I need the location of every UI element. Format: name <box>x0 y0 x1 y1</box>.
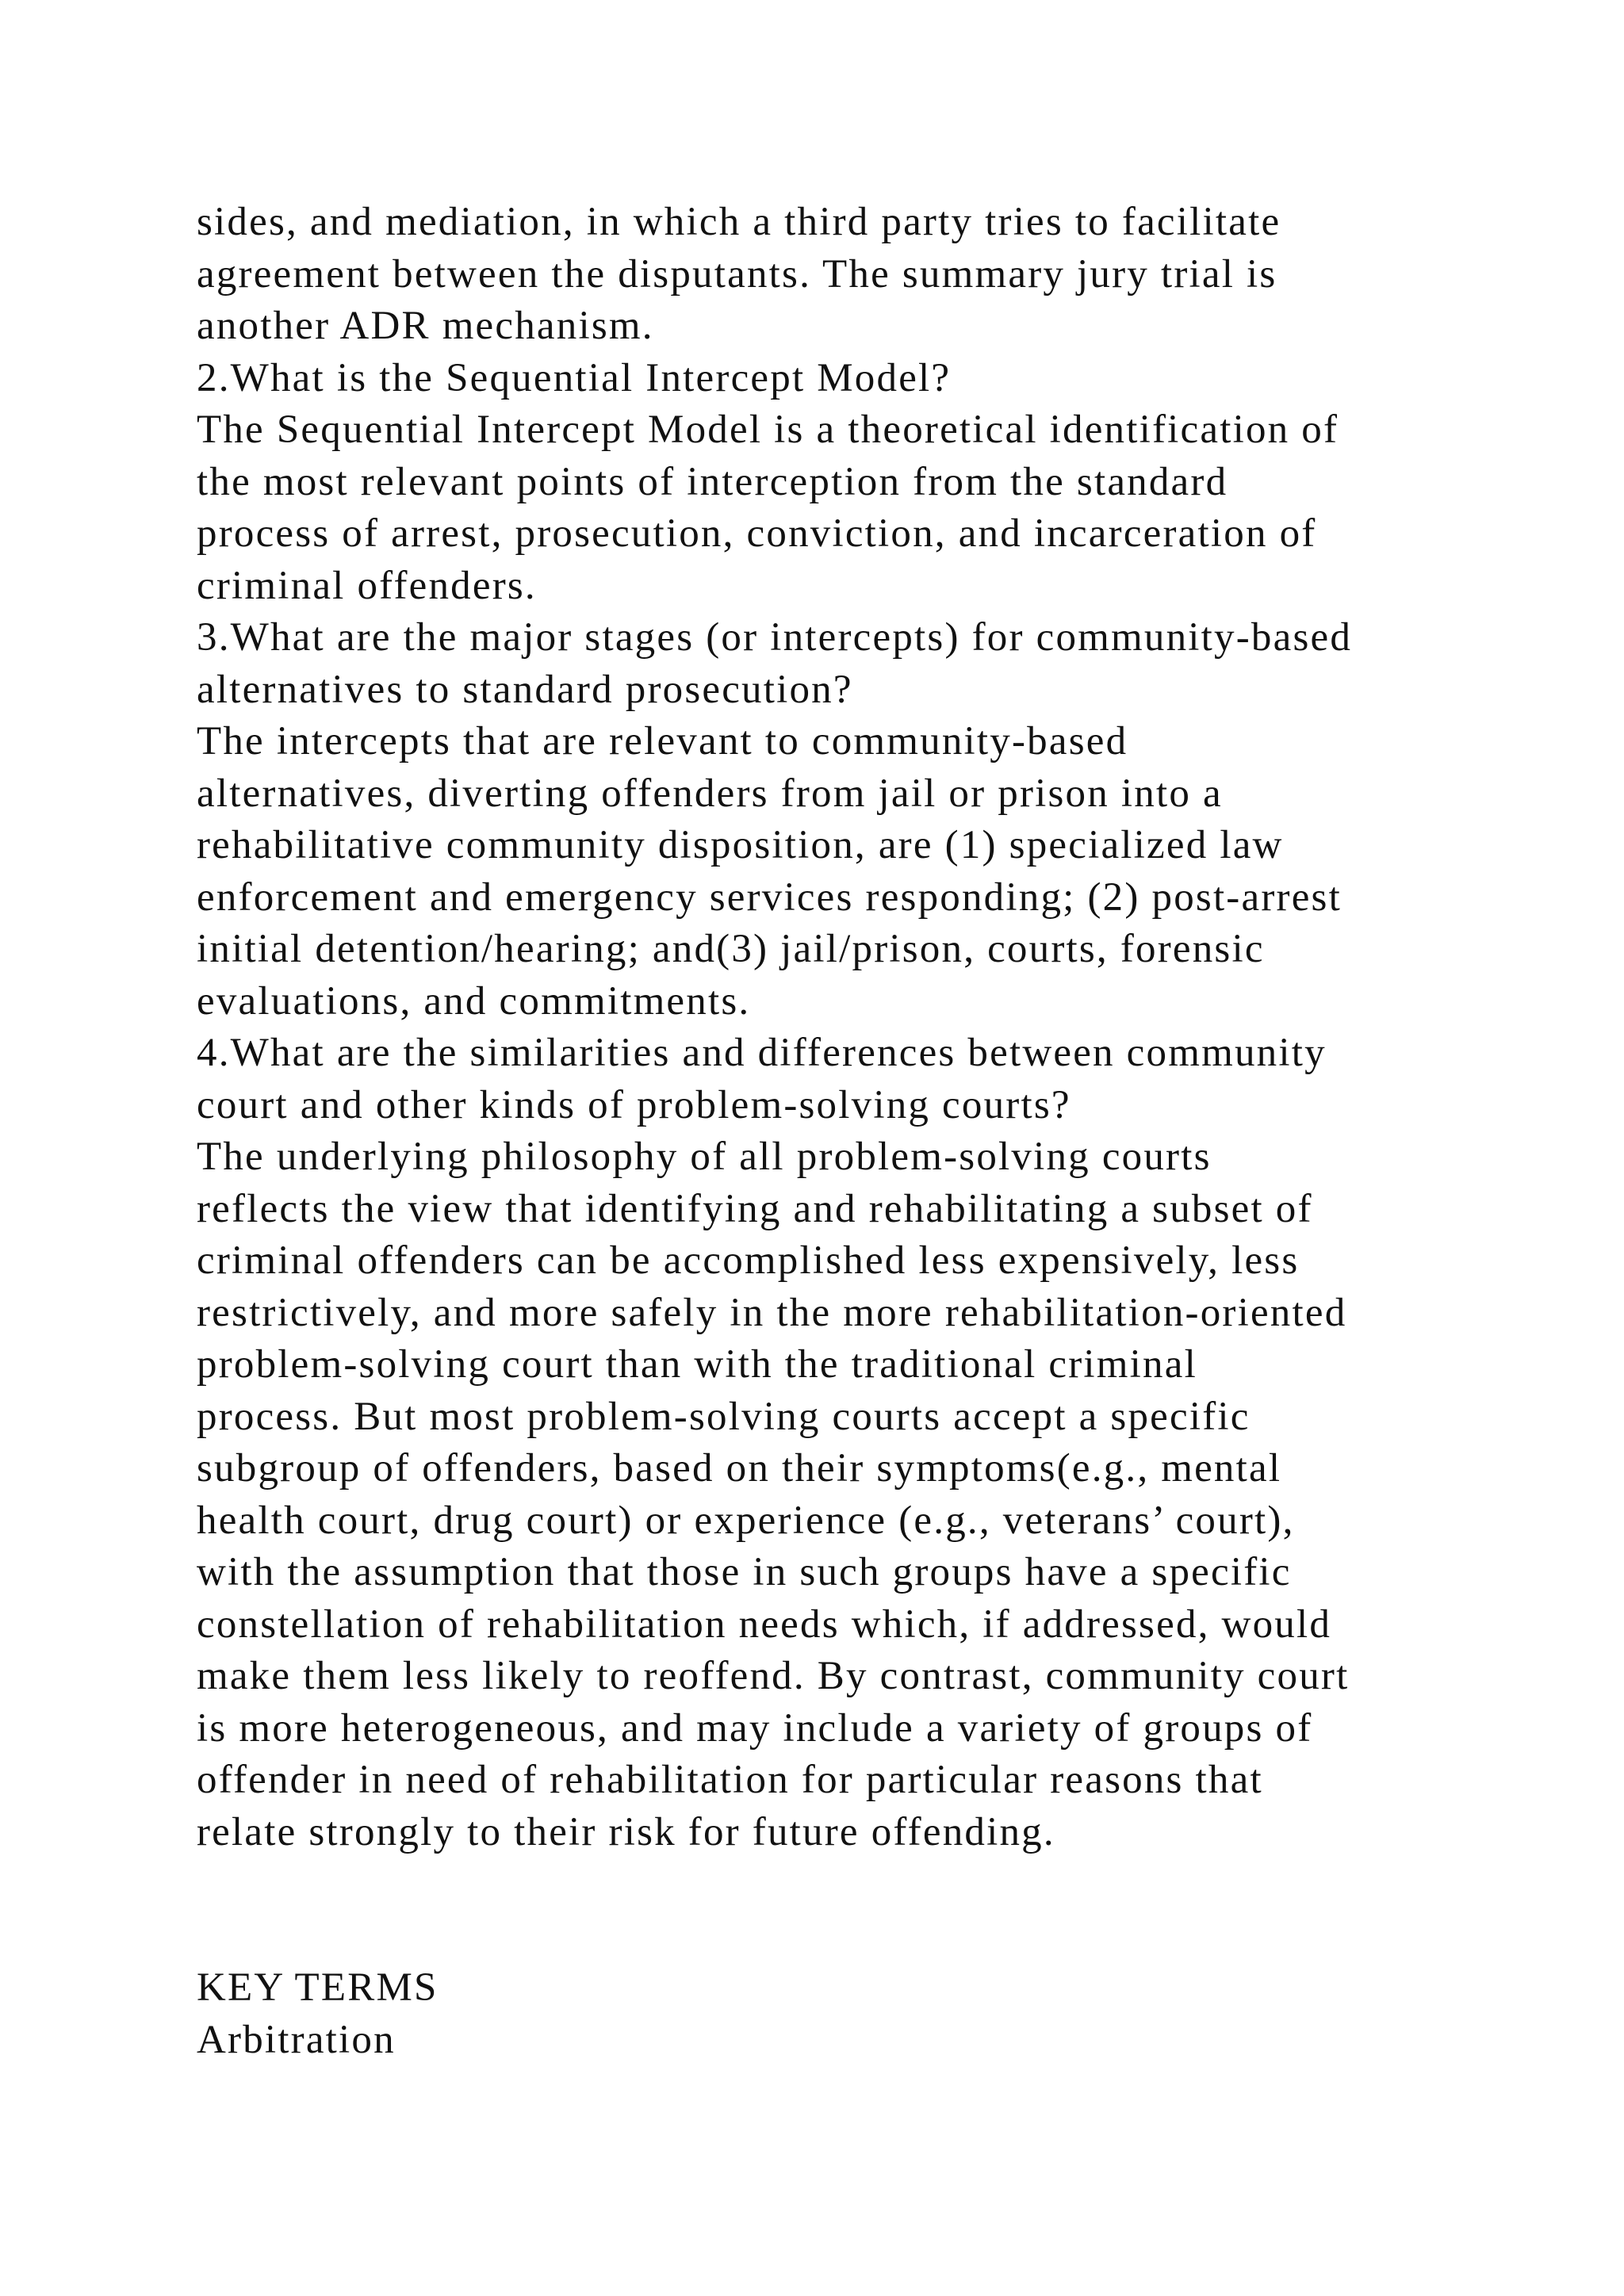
body-line: problem-solving court than with the traditional criminal <box>197 1342 1197 1387</box>
body-line: criminal offenders. <box>197 563 537 608</box>
body-line: initial detention/hearing; and(3) jail/prison, courts, forensic <box>197 927 1265 971</box>
document-body <box>197 197 1481 2066</box>
body-line: enforcement and emergency services responding; (2) post-arrest <box>197 874 1342 920</box>
body-line: restrictively, and more safely in the more rehabilitation-oriented <box>197 1290 1347 1335</box>
body-line: The underlying philosophy of all problem-solving courts <box>197 1135 1212 1179</box>
body-line: the most relevant points of interception from the standard <box>197 459 1228 504</box>
body-line: with the assumption that those in such groups have a specific <box>197 1550 1292 1594</box>
body-line: alternatives, diverting offenders from jail or prison into a <box>197 771 1223 816</box>
key-terms-heading: KEY TERMS <box>197 1965 439 2010</box>
body-line: sides, and mediation, in which a third party tries to facilitate <box>197 200 1281 244</box>
body-line: reflects the view that identifying and rehabilitating a subset of <box>197 1186 1313 1231</box>
question-line: 2.What is the Sequential Intercept Model? <box>197 355 952 400</box>
question-line: alternatives to standard prosecution? <box>197 667 853 712</box>
body-line: agreement between the disputants. The summary jury trial is <box>197 251 1277 297</box>
body-line: relate strongly to their risk for future offending. <box>197 1809 1055 1854</box>
body-line: another ADR mechanism. <box>197 304 654 348</box>
body-line: offender in need of rehabilitation for particular reasons that <box>197 1758 1263 1802</box>
body-line: rehabilitative community disposition, are (1) specialized law <box>197 823 1284 867</box>
key-term-item: Arbitration <box>197 2017 396 2062</box>
body-line: subgroup of offenders, based on their symptoms(e.g., mental <box>197 1446 1282 1490</box>
section-spacer <box>197 1858 1481 1962</box>
body-line: is more heterogeneous, and may include a variety of groups of <box>197 1705 1313 1751</box>
body-line: criminal offenders can be accomplished less expensively, less <box>197 1238 1300 1283</box>
question-line: 3.What are the major stages (or intercepts) for community-based <box>197 615 1353 660</box>
body-line: evaluations, and commitments. <box>197 978 751 1024</box>
body-line: The intercepts that are relevant to community-based <box>197 719 1128 763</box>
body-line: make them less likely to reoffend. By contrast, community court <box>197 1654 1350 1698</box>
body-line: process of arrest, prosecution, conviction, and incarceration of <box>197 511 1317 556</box>
question-line: court and other kinds of problem-solving courts? <box>197 1082 1071 1127</box>
question-line: 4.What are the similarities and differences between community <box>197 1031 1327 1075</box>
body-line: The Sequential Intercept Model is a theoretical identification of <box>197 408 1339 452</box>
body-line: process. But most problem-solving courts accept a specific <box>197 1394 1251 1439</box>
body-line: health court, drug court) or experience (e.g., veterans’ court), <box>197 1498 1295 1543</box>
body-line: constellation of rehabilitation needs which, if addressed, would <box>197 1601 1332 1647</box>
